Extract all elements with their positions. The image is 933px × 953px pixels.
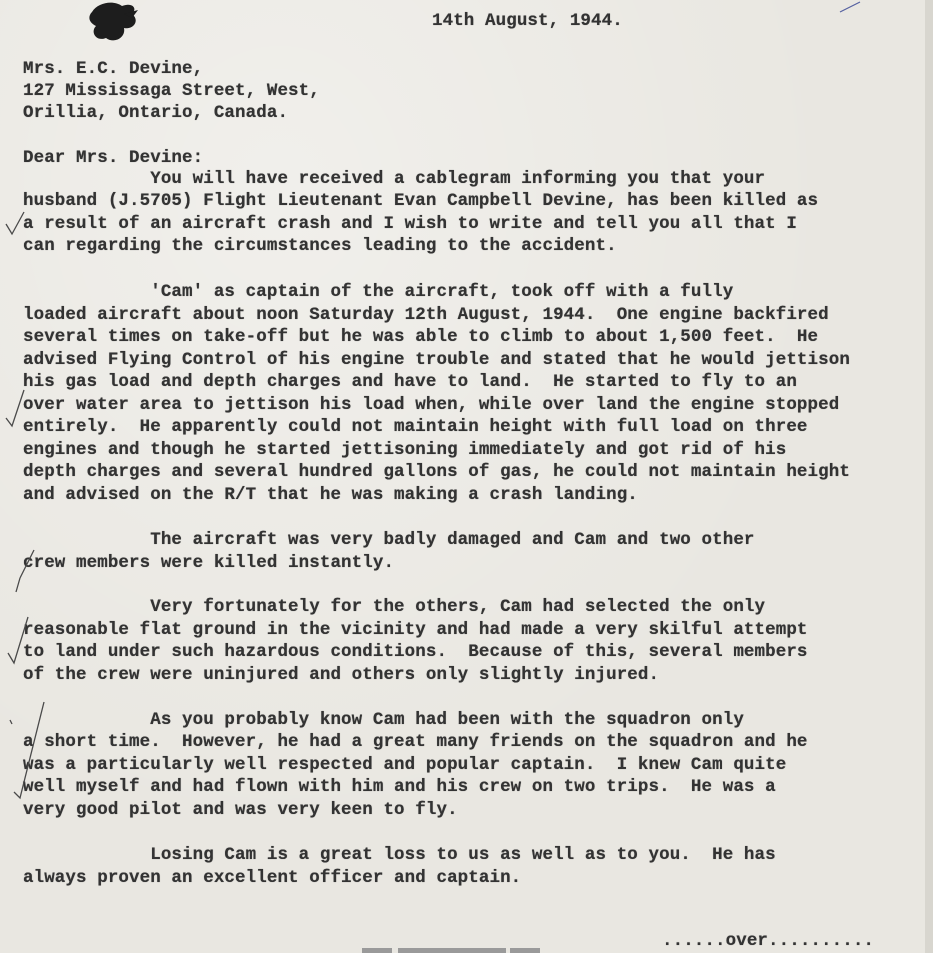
pencil-checkmark-icon (4, 388, 26, 428)
body-line: well myself and had flown with him and his crew on two trips. He was a (23, 777, 776, 797)
body-line: loaded aircraft about noon Saturday 12th August, 1944. One engine backfired (23, 305, 829, 325)
body-line: his gas load and depth charges and have to land. He started to fly to an (23, 372, 797, 392)
pencil-checkmark-icon (14, 548, 36, 596)
pencil-checkmark-icon (4, 210, 26, 236)
body-line: As you probably know Cam had been with the squadron only (23, 710, 744, 730)
salutation: Dear Mrs. Devine: (23, 148, 204, 168)
body-line: The aircraft was very badly damaged and Cam and two other (23, 530, 755, 550)
pencil-checkmark-icon (6, 615, 30, 665)
body-line: engines and though he started jettisoning immediately and got rid of his (23, 440, 787, 460)
body-line: Very fortunately for the others, Cam had selected the only (23, 597, 766, 617)
body-line: of the crew were uninjured and others only slightly injured. (23, 665, 660, 685)
body-line: several times on take-off but he was able to climb to about 1,500 feet. He (23, 327, 819, 347)
body-line: was a particularly well respected and popular captain. I knew Cam quite (23, 755, 787, 775)
scan-artifact (362, 948, 392, 953)
body-line: a result of an aircraft crash and I wish to write and tell you all that I (23, 214, 797, 234)
pencil-checkmark-icon (6, 700, 48, 800)
body-line: over water area to jettison his load when, while over land the engine stopped (23, 395, 840, 415)
body-line: 'Cam' as captain of the aircraft, took off with a fully (23, 282, 734, 302)
body-line: advised Flying Control of his engine trouble and stated that he would jettison (23, 350, 850, 370)
letter-date: 14th August, 1944. (432, 11, 623, 31)
body-line: always proven an excellent officer and captain. (23, 868, 522, 888)
body-line: entirely. He apparently could not maintain height with full load on three (23, 417, 808, 437)
address-line-3: Orillia, Ontario, Canada. (23, 103, 289, 123)
body-line: can regarding the circumstances leading to the accident. (23, 236, 617, 256)
pen-stroke-mark (838, 0, 862, 14)
body-line: You will have received a cablegram informing you that your (23, 169, 766, 189)
address-line-1: Mrs. E.C. Devine, (23, 59, 204, 79)
body-line: and advised on the R/T that he was making a crash landing. (23, 485, 638, 505)
body-line: very good pilot and was very keen to fly. (23, 800, 458, 820)
body-line: reasonable flat ground in the vicinity and had made a very skilful attempt (23, 620, 808, 640)
body-line: crew members were killed instantly. (23, 553, 395, 573)
body-line: Losing Cam is a great loss to us as well as to you. He has (23, 845, 776, 865)
body-line: depth charges and several hundred gallons of gas, he could not maintain height (23, 462, 850, 482)
body-line: to land under such hazardous conditions. Because of this, several members (23, 642, 808, 662)
scan-artifact (510, 948, 540, 953)
continuation-note: ......over.......... (662, 931, 875, 951)
body-line: husband (J.5705) Flight Lieutenant Evan Campbell Devine, has been killed as (23, 191, 819, 211)
address-line-2: 127 Mississaga Street, West, (23, 81, 320, 101)
scan-artifact (398, 948, 506, 953)
page-edge (925, 0, 933, 953)
body-line: a short time. However, he had a great many friends on the squadron and he (23, 732, 808, 752)
ink-blot-mark (88, 0, 140, 46)
